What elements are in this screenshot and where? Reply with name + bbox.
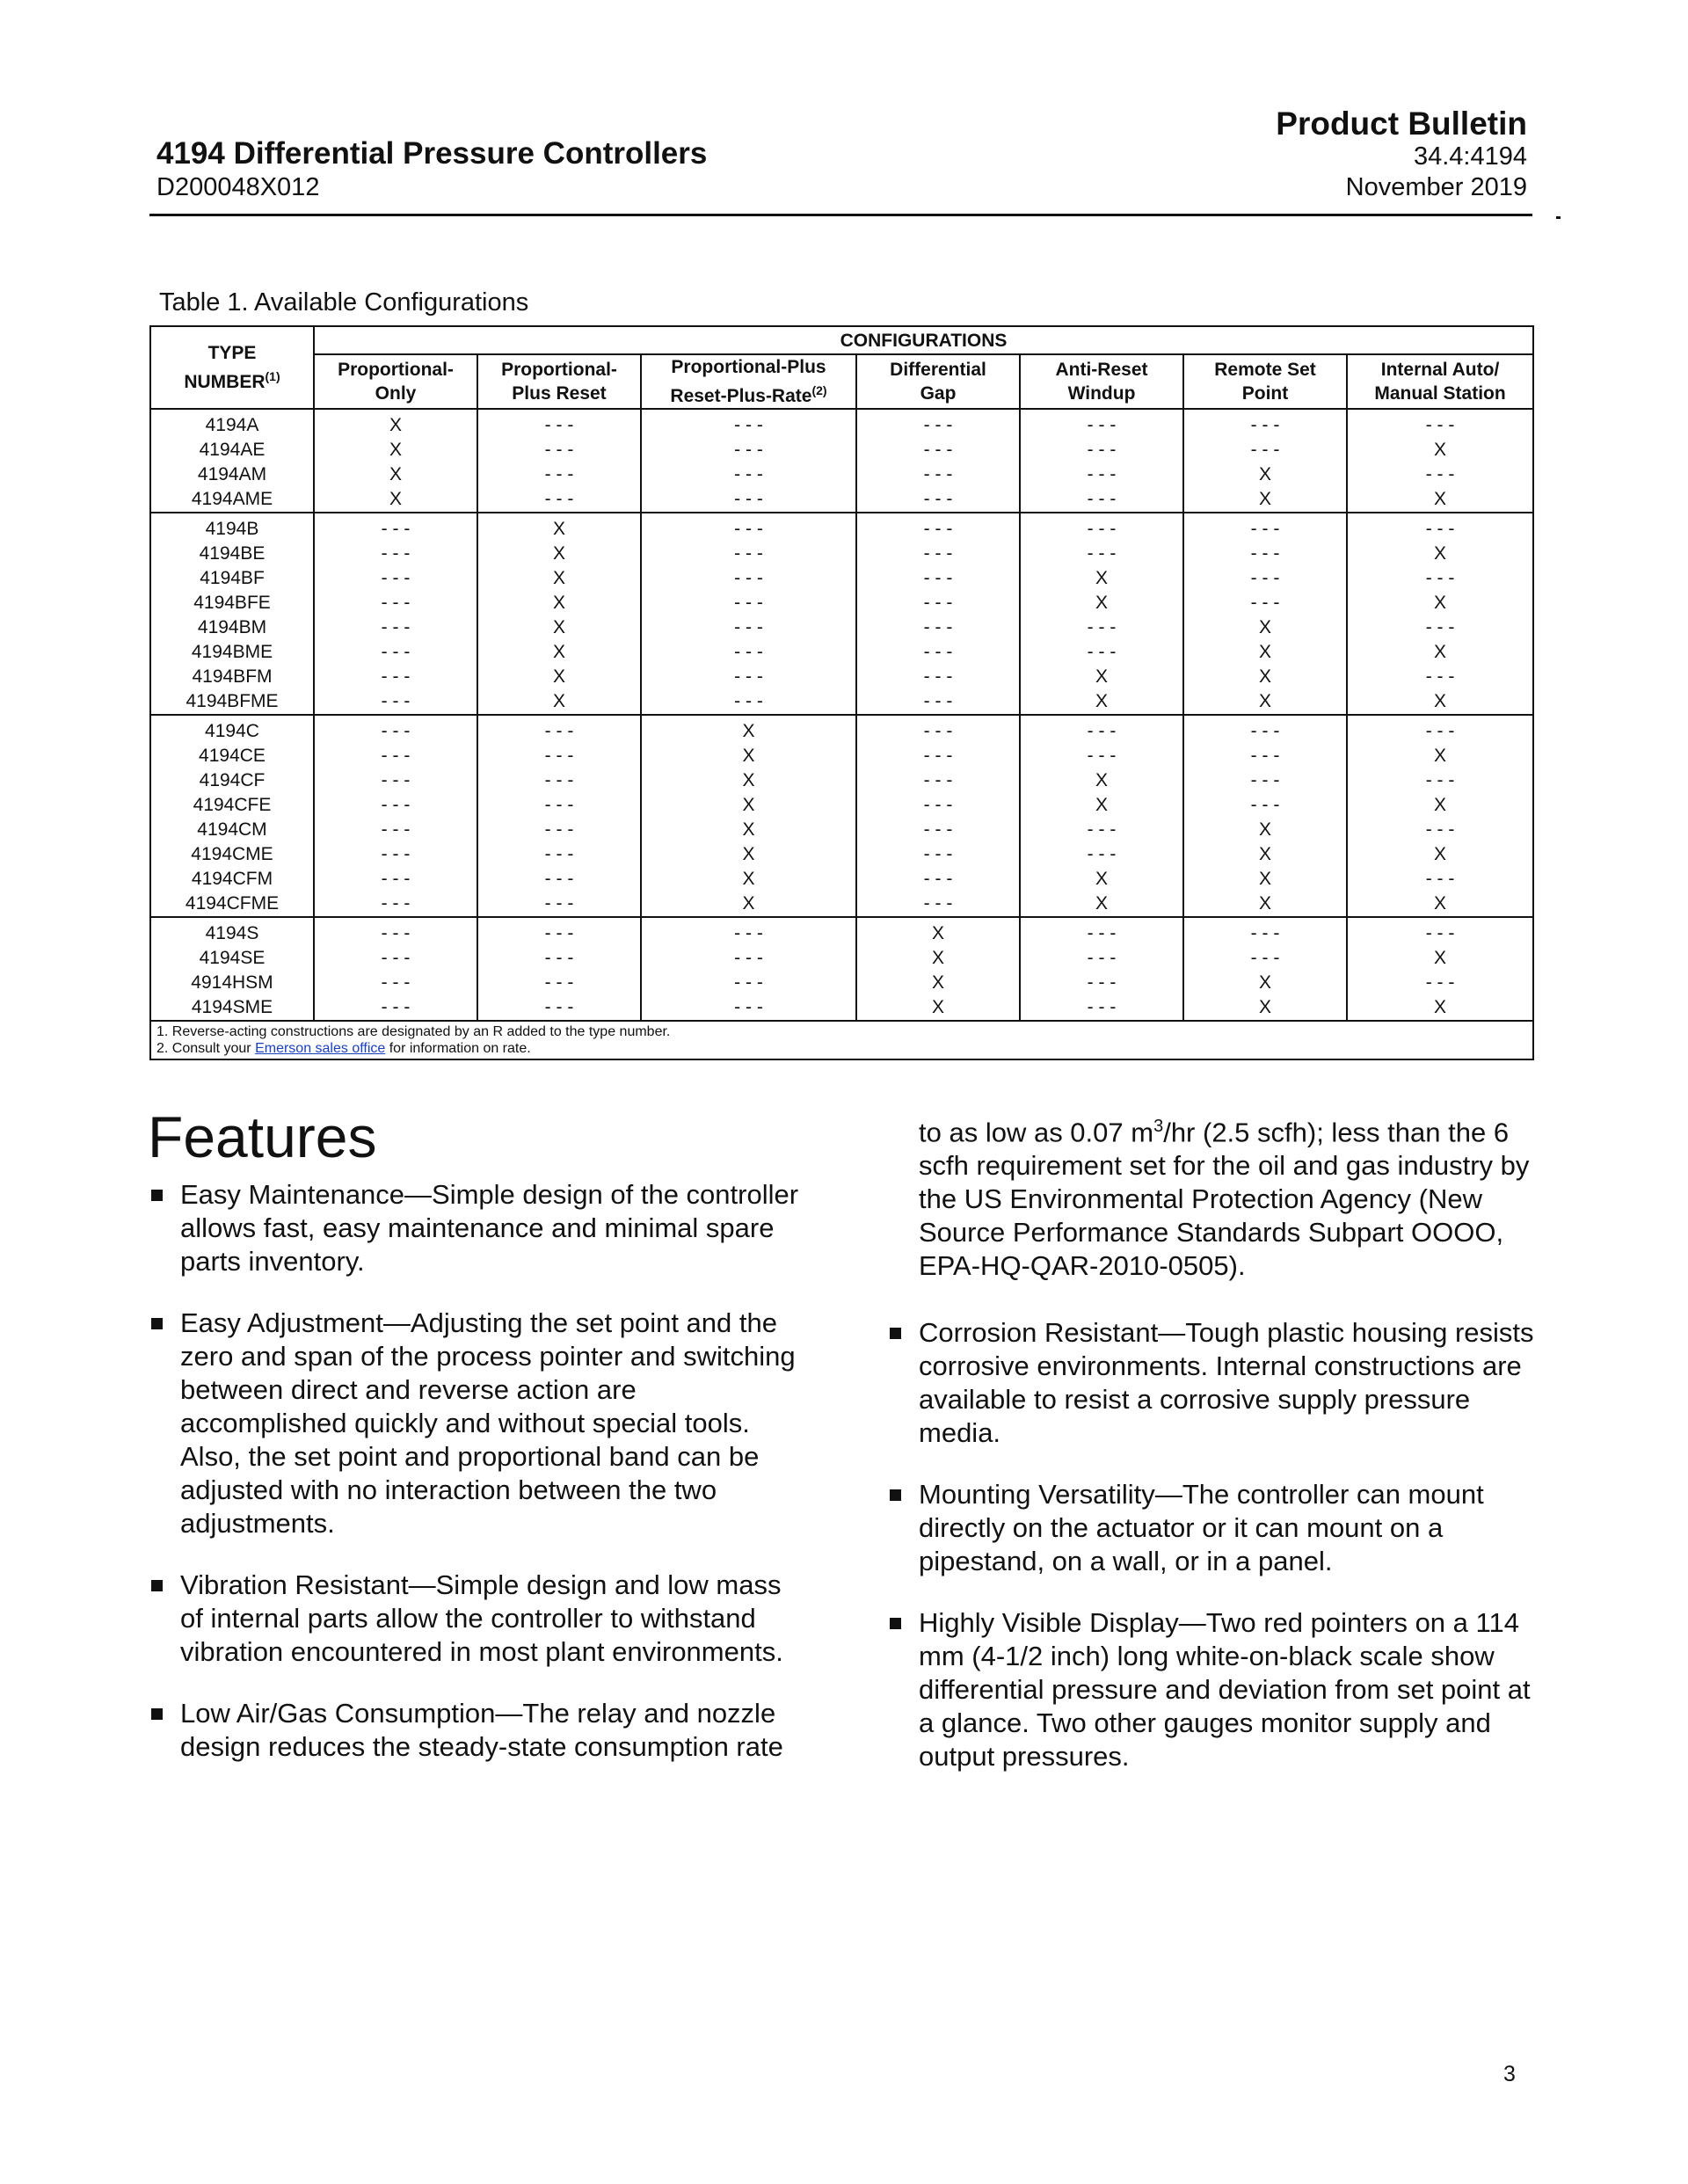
config-cell: - - - xyxy=(314,946,477,971)
config-cell: X xyxy=(641,715,856,744)
config-cell: X xyxy=(314,438,477,462)
table-row xyxy=(150,487,1533,513)
config-cell: - - - xyxy=(856,542,1020,566)
type-number-cell: 4194BM xyxy=(150,615,314,640)
config-cell: - - - xyxy=(1020,946,1183,971)
config-cell: - - - xyxy=(477,818,641,842)
table-row xyxy=(150,842,1533,867)
feature-continuation: to as low as 0.07 $m^3/hr$ (2.5 scfh); less than the 6 scfh requirement set for the oil and gas industry by the US Environmental Protection Agency (New Source Performance Standards Subpart OOOO, EPA-HQ-QAR-2010-0505). xyxy=(919,1117,1530,1282)
config-cell: - - - xyxy=(1020,744,1183,768)
column-header: Proportional- Plus Reset xyxy=(477,354,641,409)
config-cell: - - - xyxy=(1347,715,1533,744)
config-cell: X xyxy=(641,892,856,917)
table-row xyxy=(150,513,1533,542)
config-cell: - - - xyxy=(477,793,641,818)
features-heading: Features xyxy=(148,1104,377,1169)
config-cell: X xyxy=(477,542,641,566)
feature-item xyxy=(149,1178,800,1278)
config-cell: - - - xyxy=(1020,438,1183,462)
footnote-1: 1. Reverse-acting constructions are designated by an R added to the type number. xyxy=(156,1024,671,1039)
config-cell: X xyxy=(314,462,477,487)
config-cell: - - - xyxy=(641,462,856,487)
config-cell: - - - xyxy=(1183,917,1347,946)
feature-text: —Two red pointers on a 114 mm (4-1/2 inch) long white-on-black scale show differential pressure and deviation from set point at a glance. Two other gauges monitor supply and output pressures. xyxy=(919,1607,1531,1773)
feature-item xyxy=(888,1478,1539,1578)
config-cell: - - - xyxy=(856,438,1020,462)
table-caption: Table 1. Available Configurations xyxy=(159,288,529,317)
config-cell: - - - xyxy=(477,487,641,513)
config-cell: X xyxy=(1347,946,1533,971)
config-cell: X xyxy=(477,640,641,665)
type-number-cell: 4194C xyxy=(150,715,314,744)
config-cell: X xyxy=(856,971,1020,995)
table-row xyxy=(150,409,1533,438)
configurations-table xyxy=(149,325,1534,1060)
config-cell: - - - xyxy=(856,409,1020,438)
config-cell: X xyxy=(641,842,856,867)
column-header: Anti-Reset Windup xyxy=(1020,354,1183,409)
config-cell: X xyxy=(1183,867,1347,892)
config-cell: - - - xyxy=(477,409,641,438)
bulletin-date: November 2019 xyxy=(1345,173,1527,201)
config-cell: X xyxy=(856,995,1020,1021)
config-cell: - - - xyxy=(641,591,856,615)
config-cell: X xyxy=(477,615,641,640)
config-cell: - - - xyxy=(856,566,1020,591)
config-cell: X xyxy=(1347,591,1533,615)
config-cell: - - - xyxy=(1020,640,1183,665)
table-row xyxy=(150,793,1533,818)
config-cell: - - - xyxy=(1347,867,1533,892)
config-cell: - - - xyxy=(477,715,641,744)
type-number-cell: 4194BF xyxy=(150,566,314,591)
table-row xyxy=(150,615,1533,640)
footnote-2: 2. Consult your Emerson sales office for information on rate. xyxy=(156,1041,531,1056)
bullet-square-icon xyxy=(151,1580,163,1591)
config-cell: X xyxy=(1347,892,1533,917)
config-cell: - - - xyxy=(314,867,477,892)
config-cell: X xyxy=(477,513,641,542)
config-cell: - - - xyxy=(1020,842,1183,867)
table-row xyxy=(150,768,1533,793)
config-cell: X xyxy=(1020,793,1183,818)
config-cell: - - - xyxy=(856,892,1020,917)
config-cell: X xyxy=(314,487,477,513)
feature-name: Highly Visible Display xyxy=(919,1607,1179,1639)
config-cell: X xyxy=(1183,842,1347,867)
config-cell: X xyxy=(1347,995,1533,1021)
column-header: Proportional- Only xyxy=(314,354,477,409)
config-cell: - - - xyxy=(641,409,856,438)
config-cell: - - - xyxy=(314,665,477,689)
config-cell: - - - xyxy=(1020,487,1183,513)
config-cell: - - - xyxy=(477,768,641,793)
config-cell: - - - xyxy=(1183,566,1347,591)
feature-text: —Simple design of the controller allows fast, easy maintenance and minimal spare parts inventory. xyxy=(180,1179,799,1277)
column-header: Proportional-Plus Reset-Plus-Rate$^{(2)}$ xyxy=(641,354,856,409)
feature-name: Low Air/Gas Consumption xyxy=(180,1698,496,1729)
config-cell: X xyxy=(1347,793,1533,818)
config-cell: X xyxy=(477,665,641,689)
config-cell: - - - xyxy=(1347,971,1533,995)
features-right-column xyxy=(888,1110,1539,1802)
type-number-cell: 4194SME xyxy=(150,995,314,1021)
config-cell: X xyxy=(1020,689,1183,715)
bullet-square-icon xyxy=(890,1618,901,1629)
config-cell: - - - xyxy=(314,768,477,793)
feature-name: Easy Adjustment xyxy=(180,1307,383,1338)
config-cell: X xyxy=(1347,438,1533,462)
config-cell: - - - xyxy=(856,513,1020,542)
config-cell: X xyxy=(641,867,856,892)
feature-text: —Tough plastic housing resists corrosive environments. Internal constructions are available to resist a corrosive supply pressure media. xyxy=(919,1317,1534,1449)
table-row xyxy=(150,591,1533,615)
feature-text: —The relay and nozzle design reduces the steady-state consumption rate xyxy=(180,1698,783,1762)
config-cell: - - - xyxy=(1020,462,1183,487)
type-number-cell: 4194BME xyxy=(150,640,314,665)
table-row xyxy=(150,867,1533,892)
config-cell: - - - xyxy=(314,615,477,640)
feature-text: —The controller can mount directly on the actuator or it can mount on a pipestand, on a wall, or in a panel. xyxy=(919,1479,1484,1577)
config-cell: - - - xyxy=(856,665,1020,689)
type-number-cell: 4194AE xyxy=(150,438,314,462)
config-cell: X xyxy=(641,768,856,793)
config-cell: - - - xyxy=(641,995,856,1021)
config-cell: X xyxy=(1347,744,1533,768)
feature-item xyxy=(149,1569,800,1669)
table-row xyxy=(150,542,1533,566)
page-number: 3 xyxy=(1503,2062,1516,2086)
config-cell: X xyxy=(856,946,1020,971)
table-row xyxy=(150,917,1533,946)
config-cell: - - - xyxy=(1347,768,1533,793)
table-row xyxy=(150,438,1533,462)
config-cell: - - - xyxy=(641,513,856,542)
type-number-cell: 4194CE xyxy=(150,744,314,768)
type-number-cell: 4194CF xyxy=(150,768,314,793)
config-cell: - - - xyxy=(477,892,641,917)
features-left-column xyxy=(149,1178,800,1792)
config-cell: X xyxy=(1020,867,1183,892)
config-cell: - - - xyxy=(1183,438,1347,462)
emerson-sales-office-link[interactable]: Emerson sales office xyxy=(255,1041,386,1056)
config-cell: - - - xyxy=(1020,715,1183,744)
table-row xyxy=(150,665,1533,689)
config-cell: X xyxy=(1020,591,1183,615)
table-row xyxy=(150,744,1533,768)
config-cell: - - - xyxy=(1020,995,1183,1021)
feature-text: —Simple design and low mass of internal parts allow the controller to withstand vibration encountered in most plant environments. xyxy=(180,1569,783,1667)
type-number-cell: 4194CM xyxy=(150,818,314,842)
header-mark xyxy=(1556,216,1561,219)
table-row xyxy=(150,946,1533,971)
config-cell: - - - xyxy=(1020,917,1183,946)
type-number-cell: 4194AM xyxy=(150,462,314,487)
config-cell: - - - xyxy=(856,768,1020,793)
header-rule xyxy=(149,214,1532,216)
config-cell: X xyxy=(856,917,1020,946)
config-cell: X xyxy=(477,591,641,615)
type-number-cell: 4194S xyxy=(150,917,314,946)
config-cell: - - - xyxy=(314,689,477,715)
type-number-cell: 4194BFME xyxy=(150,689,314,715)
type-number-cell: 4194B xyxy=(150,513,314,542)
config-cell: - - - xyxy=(314,995,477,1021)
config-cell: - - - xyxy=(856,842,1020,867)
config-cell: - - - xyxy=(314,971,477,995)
type-number-cell: 4194CFM xyxy=(150,867,314,892)
config-cell: - - - xyxy=(856,689,1020,715)
type-number-cell: 4914HSM xyxy=(150,971,314,995)
config-cell: X xyxy=(1183,462,1347,487)
config-cell: - - - xyxy=(856,744,1020,768)
type-number-cell: 4194CME xyxy=(150,842,314,867)
column-header: Remote Set Point xyxy=(1183,354,1347,409)
config-cell: - - - xyxy=(641,566,856,591)
config-cell: - - - xyxy=(1183,715,1347,744)
config-cell: - - - xyxy=(641,689,856,715)
bulletin-label: Product Bulletin xyxy=(1276,106,1527,142)
feature-item xyxy=(149,1307,800,1540)
table-row xyxy=(150,566,1533,591)
config-cell: X xyxy=(641,744,856,768)
config-cell: - - - xyxy=(856,615,1020,640)
document-number: D200048X012 xyxy=(156,173,320,201)
document-title: 4194 Differential Pressure Controllers xyxy=(156,136,708,171)
config-cell: - - - xyxy=(1183,409,1347,438)
bulletin-number: 34.4:4194 xyxy=(1413,142,1527,171)
config-cell: - - - xyxy=(856,818,1020,842)
feature-name: Mounting Versatility xyxy=(919,1479,1155,1511)
config-cell: - - - xyxy=(477,995,641,1021)
config-cell: - - - xyxy=(1347,818,1533,842)
feature-item xyxy=(149,1697,800,1764)
config-cell: X xyxy=(641,818,856,842)
config-cell: - - - xyxy=(477,971,641,995)
bullet-square-icon xyxy=(151,1190,163,1201)
config-cell: X xyxy=(1020,892,1183,917)
type-number-cell: 4194BE xyxy=(150,542,314,566)
config-cell: - - - xyxy=(1020,542,1183,566)
config-cell: - - - xyxy=(856,793,1020,818)
config-cell: X xyxy=(1347,542,1533,566)
config-cell: X xyxy=(1020,566,1183,591)
config-cell: - - - xyxy=(1347,462,1533,487)
configurations-header: CONFIGURATIONS xyxy=(314,326,1533,354)
config-cell: - - - xyxy=(477,438,641,462)
config-cell: X xyxy=(477,566,641,591)
config-cell: - - - xyxy=(1347,409,1533,438)
config-cell: - - - xyxy=(1347,566,1533,591)
bullet-square-icon xyxy=(890,1489,901,1501)
config-cell: X xyxy=(1347,689,1533,715)
feature-name: Easy Maintenance xyxy=(180,1179,405,1210)
config-cell: - - - xyxy=(856,640,1020,665)
table-row xyxy=(150,689,1533,715)
config-cell: - - - xyxy=(641,487,856,513)
config-cell: - - - xyxy=(1020,615,1183,640)
config-cell: - - - xyxy=(314,566,477,591)
type-number-cell: 4194BFE xyxy=(150,591,314,615)
config-cell: X xyxy=(1183,892,1347,917)
table-row xyxy=(150,971,1533,995)
type-number-cell: 4194A xyxy=(150,409,314,438)
config-cell: - - - xyxy=(314,513,477,542)
column-header: Internal Auto/ Manual Station xyxy=(1347,354,1533,409)
table-row xyxy=(150,818,1533,842)
table-row xyxy=(150,462,1533,487)
feature-name: Corrosion Resistant xyxy=(919,1317,1159,1349)
type-number-cell: 4194CFME xyxy=(150,892,314,917)
bullet-square-icon xyxy=(890,1328,901,1339)
config-cell: - - - xyxy=(856,867,1020,892)
config-cell: - - - xyxy=(477,462,641,487)
config-cell: X xyxy=(1347,640,1533,665)
config-cell: - - - xyxy=(1347,917,1533,946)
config-cell: - - - xyxy=(1020,818,1183,842)
config-cell: - - - xyxy=(314,818,477,842)
config-cell: - - - xyxy=(314,793,477,818)
config-cell: - - - xyxy=(477,946,641,971)
config-cell: - - - xyxy=(1183,946,1347,971)
config-cell: X xyxy=(1183,689,1347,715)
config-cell: - - - xyxy=(477,867,641,892)
config-cell: - - - xyxy=(314,917,477,946)
config-cell: X xyxy=(1347,487,1533,513)
feature-text: —Adjusting the set point and the zero and span of the process pointer and switching between direct and reverse action are accomplished quickly and without special tools. Also, the set point and proportional band can be adjusted with no interaction between the two adjustments. xyxy=(180,1307,796,1539)
config-cell: - - - xyxy=(856,487,1020,513)
config-cell: - - - xyxy=(314,892,477,917)
feature-item xyxy=(888,1316,1539,1450)
config-cell: X xyxy=(1183,615,1347,640)
config-cell: - - - xyxy=(477,917,641,946)
config-cell: - - - xyxy=(856,591,1020,615)
table-row xyxy=(150,640,1533,665)
config-cell: X xyxy=(1020,665,1183,689)
config-cell: - - - xyxy=(641,438,856,462)
config-cell: - - - xyxy=(1183,513,1347,542)
config-cell: - - - xyxy=(641,917,856,946)
table-footnotes xyxy=(150,1021,1533,1059)
config-cell: - - - xyxy=(641,971,856,995)
type-number-cell: 4194AME xyxy=(150,487,314,513)
config-cell: - - - xyxy=(641,542,856,566)
config-cell: - - - xyxy=(1183,793,1347,818)
config-cell: - - - xyxy=(314,744,477,768)
type-number-header: TYPE NUMBER$^{(1)}$ xyxy=(150,326,314,409)
config-cell: X xyxy=(477,689,641,715)
feature-item xyxy=(888,1606,1539,1773)
config-cell: - - - xyxy=(477,744,641,768)
config-cell: - - - xyxy=(1347,615,1533,640)
feature-name: Vibration Resistant xyxy=(180,1569,409,1600)
config-cell: - - - xyxy=(641,946,856,971)
config-cell: - - - xyxy=(1020,409,1183,438)
config-cell: X xyxy=(314,409,477,438)
config-cell: X xyxy=(1183,640,1347,665)
config-cell: X xyxy=(1183,971,1347,995)
table-row xyxy=(150,995,1533,1021)
bullet-square-icon xyxy=(151,1318,163,1329)
config-cell: - - - xyxy=(1183,768,1347,793)
config-cell: - - - xyxy=(856,715,1020,744)
type-number-cell: 4194CFE xyxy=(150,793,314,818)
config-cell: X xyxy=(1183,818,1347,842)
column-header: Differential Gap xyxy=(856,354,1020,409)
config-cell: X xyxy=(1183,487,1347,513)
config-cell: - - - xyxy=(1183,744,1347,768)
type-number-cell: 4194SE xyxy=(150,946,314,971)
config-cell: X xyxy=(1183,995,1347,1021)
config-cell: - - - xyxy=(314,591,477,615)
config-cell: - - - xyxy=(477,842,641,867)
config-cell: - - - xyxy=(1183,591,1347,615)
config-cell: - - - xyxy=(314,542,477,566)
type-number-cell: 4194BFM xyxy=(150,665,314,689)
config-cell: - - - xyxy=(1183,542,1347,566)
bullet-square-icon xyxy=(151,1708,163,1720)
config-cell: X xyxy=(1347,842,1533,867)
config-cell: - - - xyxy=(314,842,477,867)
config-cell: - - - xyxy=(856,462,1020,487)
config-cell: X xyxy=(1020,768,1183,793)
table-row xyxy=(150,892,1533,917)
config-cell: X xyxy=(1183,665,1347,689)
table-row xyxy=(150,715,1533,744)
config-cell: - - - xyxy=(1347,665,1533,689)
config-cell: - - - xyxy=(641,615,856,640)
config-cell: - - - xyxy=(1020,513,1183,542)
config-cell: X xyxy=(641,793,856,818)
config-cell: - - - xyxy=(314,640,477,665)
config-cell: - - - xyxy=(314,715,477,744)
config-cell: - - - xyxy=(1020,971,1183,995)
config-cell: - - - xyxy=(1347,513,1533,542)
config-cell: - - - xyxy=(641,640,856,665)
config-cell: - - - xyxy=(641,665,856,689)
